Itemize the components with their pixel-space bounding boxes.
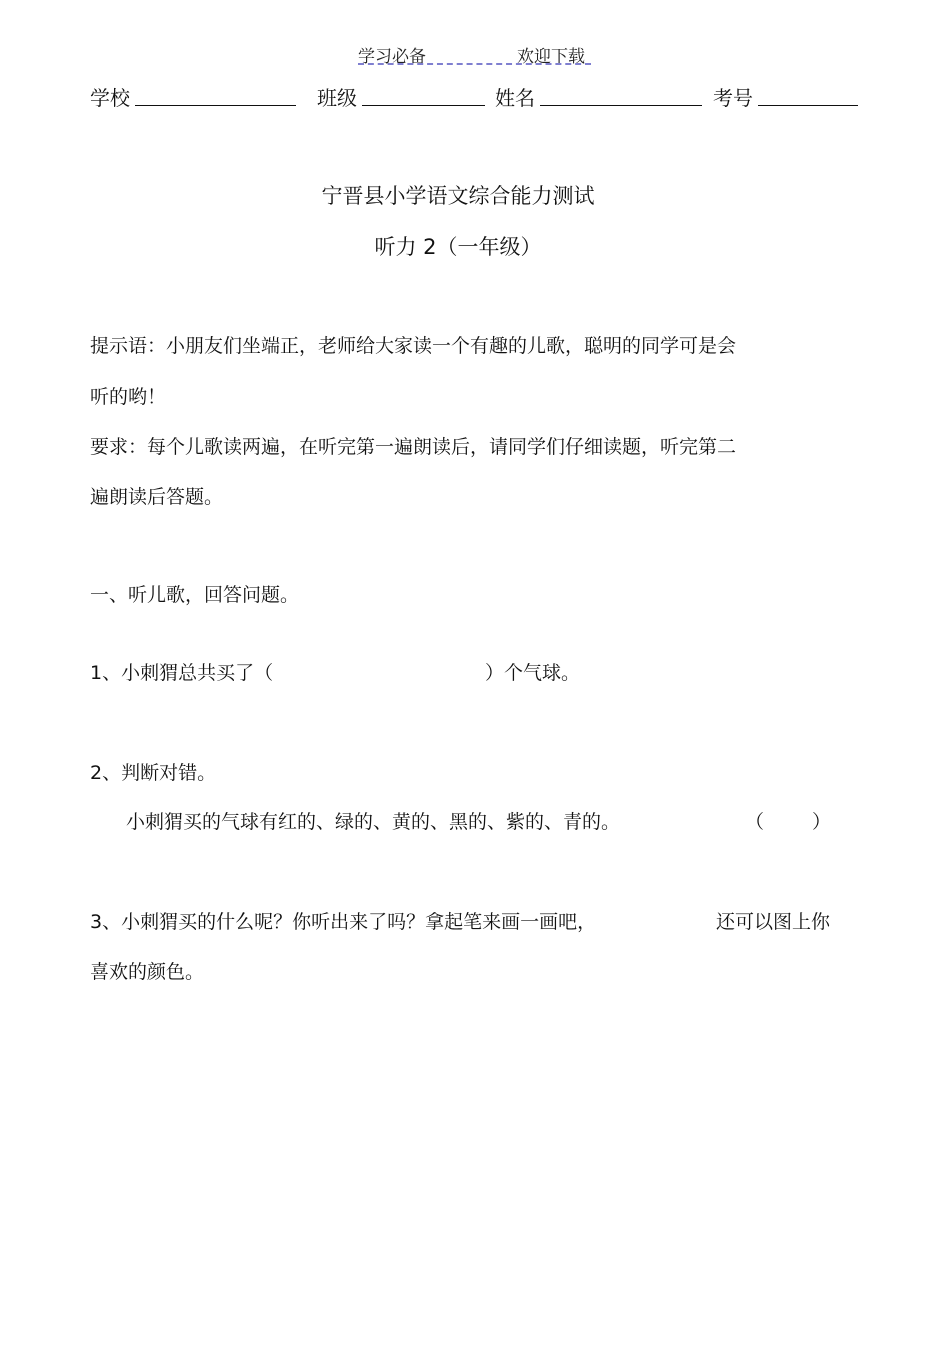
prompt-line-1: 提示语：小朋友们坐端正，老师给大家读一个有趣的儿歌，聪明的同学可是会 — [90, 335, 737, 357]
name-label: 姓名 — [495, 86, 535, 110]
page-title: 宁晋县小学语文综合能力测试 — [321, 184, 595, 208]
exam-no-blank[interactable] — [758, 105, 858, 106]
name-blank[interactable] — [540, 105, 702, 106]
page-subtitle: 听力 2（一年级） — [374, 235, 542, 259]
q2-answer-open-paren: （ — [745, 811, 765, 833]
requirement-line-1: 要求：每个儿歌读两遍，在听完第一遍朗读后，请同学们仔细读题，听完第二 — [90, 436, 737, 458]
prompt-line-2: 听的哟！ — [90, 386, 167, 408]
q2-statement: 小刺猬买的气球有红的、绿的、黄的、黑的、紫的、青的。 — [126, 811, 621, 833]
school-label: 学校 — [90, 86, 130, 110]
class-blank[interactable] — [362, 105, 485, 106]
q1-prefix: 1、小刺猬总共买了（ — [90, 662, 274, 684]
q2-answer-close-paren: ） — [812, 811, 832, 833]
q2-heading: 2、判断对错。 — [90, 762, 217, 784]
header-left-text: 学习必备 — [358, 47, 426, 67]
requirement-line-2: 遍朗读后答题。 — [90, 486, 224, 508]
exam-no-label: 考号 — [713, 86, 753, 110]
header-dashed-rule — [358, 63, 591, 65]
q1-suffix: ）个气球。 — [485, 662, 581, 684]
section-1-heading: 一、听儿歌，回答问题。 — [90, 584, 300, 606]
school-blank[interactable] — [135, 105, 296, 106]
class-label: 班级 — [317, 86, 357, 110]
q3-line-1-part-1: 3、小刺猬买的什么呢？你听出来了吗？拿起笔来画一画吧， — [90, 911, 597, 933]
q3-line-2: 喜欢的颜色。 — [90, 961, 205, 983]
q3-line-1-part-2: 还可以图上你 — [716, 911, 831, 933]
header-right-text: 欢迎下载 — [517, 47, 585, 67]
